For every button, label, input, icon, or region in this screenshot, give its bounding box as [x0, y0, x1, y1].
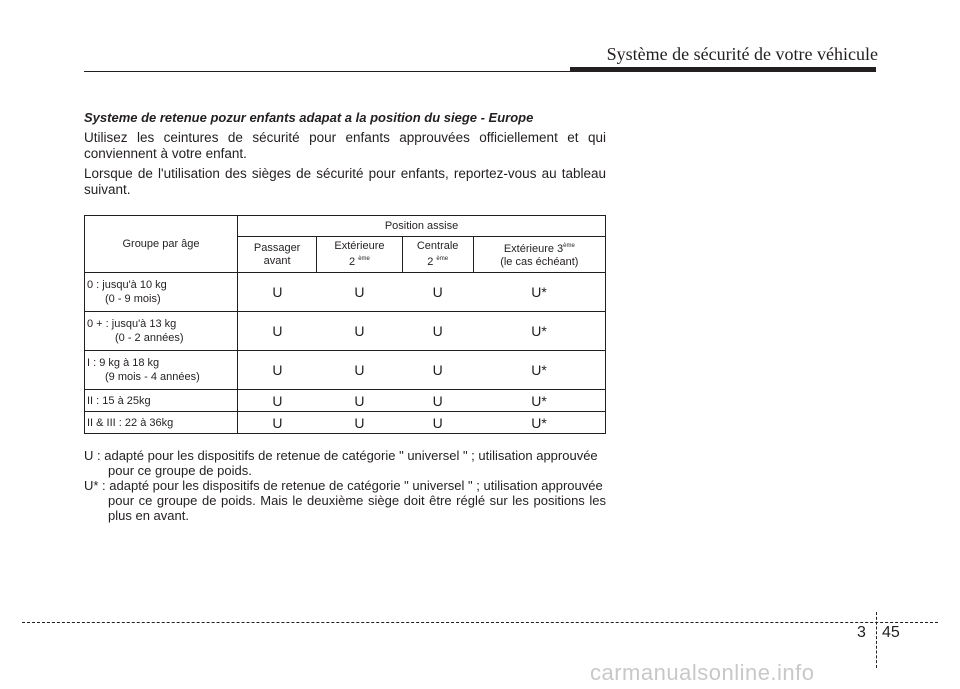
table-cell: U* [473, 273, 605, 312]
intro-section [84, 110, 606, 202]
intro-paragraph-2: Lorsque de l'utilisation des sièges de sécurité pour enfants, reportez-vous au tableau suivant. [84, 166, 606, 197]
row-label: II & III : 22 à 36kg [85, 412, 238, 434]
table-cell: U [317, 412, 402, 434]
table-row [85, 273, 606, 312]
table-cell: U* [473, 390, 605, 412]
row-label: 0 : jusqu'à 10 kg (0 - 9 mois) [85, 273, 238, 312]
table-cell: U [402, 273, 473, 312]
legend-key: U* : [84, 478, 110, 493]
table-cell: U [317, 273, 402, 312]
seating-position-table [84, 215, 606, 434]
table-cell: U* [473, 312, 605, 351]
legend-continuation: pour ce groupe de poids. [108, 463, 252, 478]
chapter-number: 3 [857, 624, 866, 641]
row-label: I : 9 kg à 18 kg (9 mois - 4 années) [85, 351, 238, 390]
table-cell: U [317, 312, 402, 351]
intro-paragraph-1: Utilisez les ceintures de sécurité pour enfants approuvées officiellement et qui conviennent à votre enfant. [84, 130, 606, 161]
table-cell: U [317, 351, 402, 390]
header-col-center-second: Centrale 2 $^{ème}$ [402, 237, 473, 273]
legend-item-u [84, 448, 606, 463]
header-col-outer-second: Extérieure 2 $^{ème}$ [317, 237, 402, 273]
header-seating-position: Position assise [238, 216, 606, 237]
table-row [85, 351, 606, 390]
row-label: 0 + : jusqu'à 13 kg (0 - 2 années) [85, 312, 238, 351]
legend-continuation: pour ce groupe de poids. Mais le deuxième siège doit être réglé sur les positions les plus en avant. [108, 493, 606, 523]
table-cell: U [238, 351, 317, 390]
header-col-outer-third: Extérieure 3ème (le cas échéant) [473, 237, 605, 273]
header-rule-accent [570, 67, 876, 72]
table-cell: U* [473, 351, 605, 390]
table-cell: U* [473, 412, 605, 434]
table-cell: U [238, 390, 317, 412]
table-cell: U [402, 351, 473, 390]
table-cell: U [238, 312, 317, 351]
table-cell: U [402, 312, 473, 351]
table-legend [84, 448, 606, 523]
table-row [85, 390, 606, 412]
table-cell: U [402, 390, 473, 412]
section-heading: Systeme de retenue pozur enfants adapat a la position du siege - Europe [84, 110, 534, 125]
legend-key: U : [84, 448, 105, 463]
footer-divider [876, 612, 877, 668]
legend-text: adapté pour les dispositifs de retenue de catégorie " universel " ; utilisation approuvée [104, 448, 598, 463]
header-col-front-passenger: Passager avant [238, 237, 317, 273]
table-cell: U [238, 273, 317, 312]
header-age-group: Groupe par âge [85, 216, 238, 273]
table-row [85, 312, 606, 351]
page-header-title: Système de sécurité de votre véhicule [606, 44, 878, 64]
table-cell: U [238, 412, 317, 434]
footer-rule [22, 622, 938, 623]
table-cell: U [402, 412, 473, 434]
page-number: 45 [882, 624, 900, 641]
row-label: II : 15 à 25kg [85, 390, 238, 412]
table-row [85, 412, 606, 434]
legend-item-u-star [84, 478, 606, 493]
legend-text: adapté pour les dispositifs de retenue de catégorie " universel " ; utilisation approuvée [109, 478, 603, 493]
table-cell: U [317, 390, 402, 412]
watermark: carmanualsonline.info [590, 660, 815, 685]
